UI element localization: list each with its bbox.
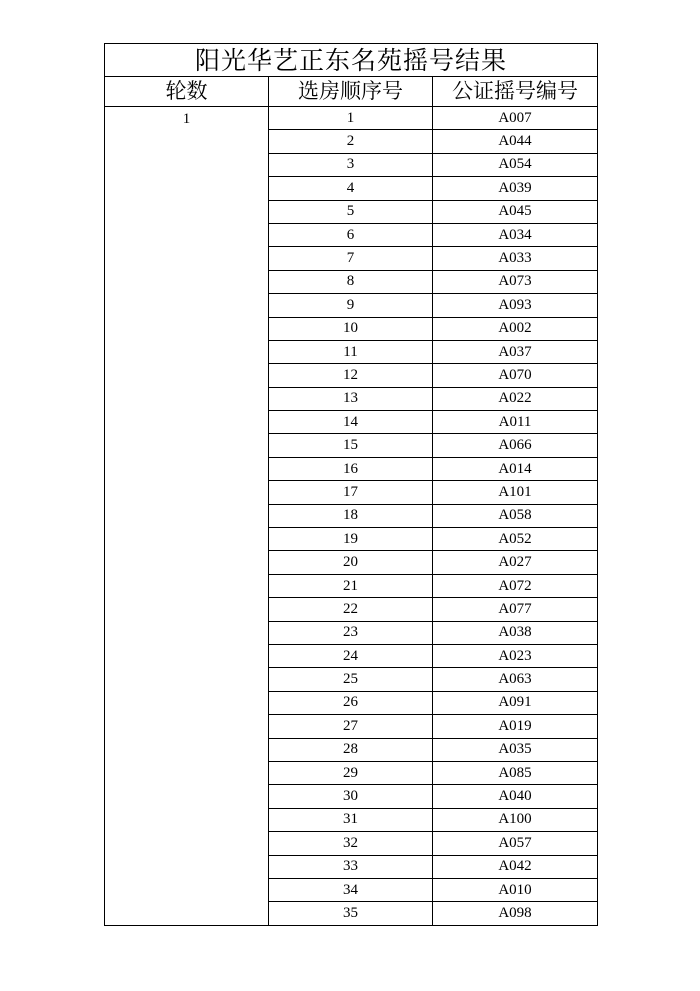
order-cell: 1: [269, 107, 433, 130]
code-cell: A093: [433, 294, 598, 317]
table-row: [105, 107, 598, 130]
code-cell: A073: [433, 270, 598, 293]
code-cell: A054: [433, 153, 598, 176]
code-cell: A045: [433, 200, 598, 223]
code-cell: A034: [433, 223, 598, 246]
order-cell: 3: [269, 153, 433, 176]
order-cell: 21: [269, 574, 433, 597]
code-cell: A019: [433, 715, 598, 738]
title-row: [105, 44, 598, 77]
order-cell: 8: [269, 270, 433, 293]
header-row: [105, 77, 598, 107]
order-cell: 2: [269, 130, 433, 153]
code-cell: A002: [433, 317, 598, 340]
order-cell: 34: [269, 878, 433, 901]
order-cell: 9: [269, 294, 433, 317]
column-header-code: 公证摇号编号: [433, 77, 598, 107]
order-cell: 29: [269, 761, 433, 784]
code-cell: A052: [433, 528, 598, 551]
code-cell: A040: [433, 785, 598, 808]
code-cell: A023: [433, 644, 598, 667]
order-cell: 6: [269, 223, 433, 246]
code-cell: A058: [433, 504, 598, 527]
round-cell: 1: [105, 107, 269, 926]
order-cell: 13: [269, 387, 433, 410]
code-cell: A057: [433, 832, 598, 855]
order-cell: 27: [269, 715, 433, 738]
order-cell: 7: [269, 247, 433, 270]
code-cell: A044: [433, 130, 598, 153]
order-cell: 20: [269, 551, 433, 574]
order-cell: 17: [269, 481, 433, 504]
order-cell: 31: [269, 808, 433, 831]
code-cell: A100: [433, 808, 598, 831]
code-cell: A010: [433, 878, 598, 901]
column-header-round: 轮数: [105, 77, 269, 107]
code-cell: A098: [433, 902, 598, 925]
order-cell: 18: [269, 504, 433, 527]
order-cell: 10: [269, 317, 433, 340]
lottery-result-table: [104, 43, 598, 926]
code-cell: A091: [433, 691, 598, 714]
order-cell: 25: [269, 668, 433, 691]
order-cell: 15: [269, 434, 433, 457]
code-cell: A070: [433, 364, 598, 387]
code-cell: A101: [433, 481, 598, 504]
code-cell: A027: [433, 551, 598, 574]
order-cell: 11: [269, 340, 433, 363]
table-title: 阳光华艺正东名苑摇号结果: [105, 44, 598, 77]
order-cell: 30: [269, 785, 433, 808]
order-cell: 12: [269, 364, 433, 387]
code-cell: A085: [433, 761, 598, 784]
code-cell: A007: [433, 107, 598, 130]
order-cell: 32: [269, 832, 433, 855]
order-cell: 33: [269, 855, 433, 878]
order-cell: 22: [269, 598, 433, 621]
order-cell: 24: [269, 644, 433, 667]
code-cell: A037: [433, 340, 598, 363]
order-cell: 4: [269, 177, 433, 200]
order-cell: 14: [269, 411, 433, 434]
code-cell: A033: [433, 247, 598, 270]
column-header-order: 选房顺序号: [269, 77, 433, 107]
code-cell: A035: [433, 738, 598, 761]
order-cell: 19: [269, 528, 433, 551]
code-cell: A022: [433, 387, 598, 410]
order-cell: 35: [269, 902, 433, 925]
code-cell: A063: [433, 668, 598, 691]
code-cell: A014: [433, 457, 598, 480]
order-cell: 16: [269, 457, 433, 480]
code-cell: A077: [433, 598, 598, 621]
order-cell: 26: [269, 691, 433, 714]
code-cell: A038: [433, 621, 598, 644]
code-cell: A039: [433, 177, 598, 200]
code-cell: A072: [433, 574, 598, 597]
order-cell: 5: [269, 200, 433, 223]
code-cell: A066: [433, 434, 598, 457]
order-cell: 28: [269, 738, 433, 761]
order-cell: 23: [269, 621, 433, 644]
code-cell: A042: [433, 855, 598, 878]
code-cell: A011: [433, 411, 598, 434]
